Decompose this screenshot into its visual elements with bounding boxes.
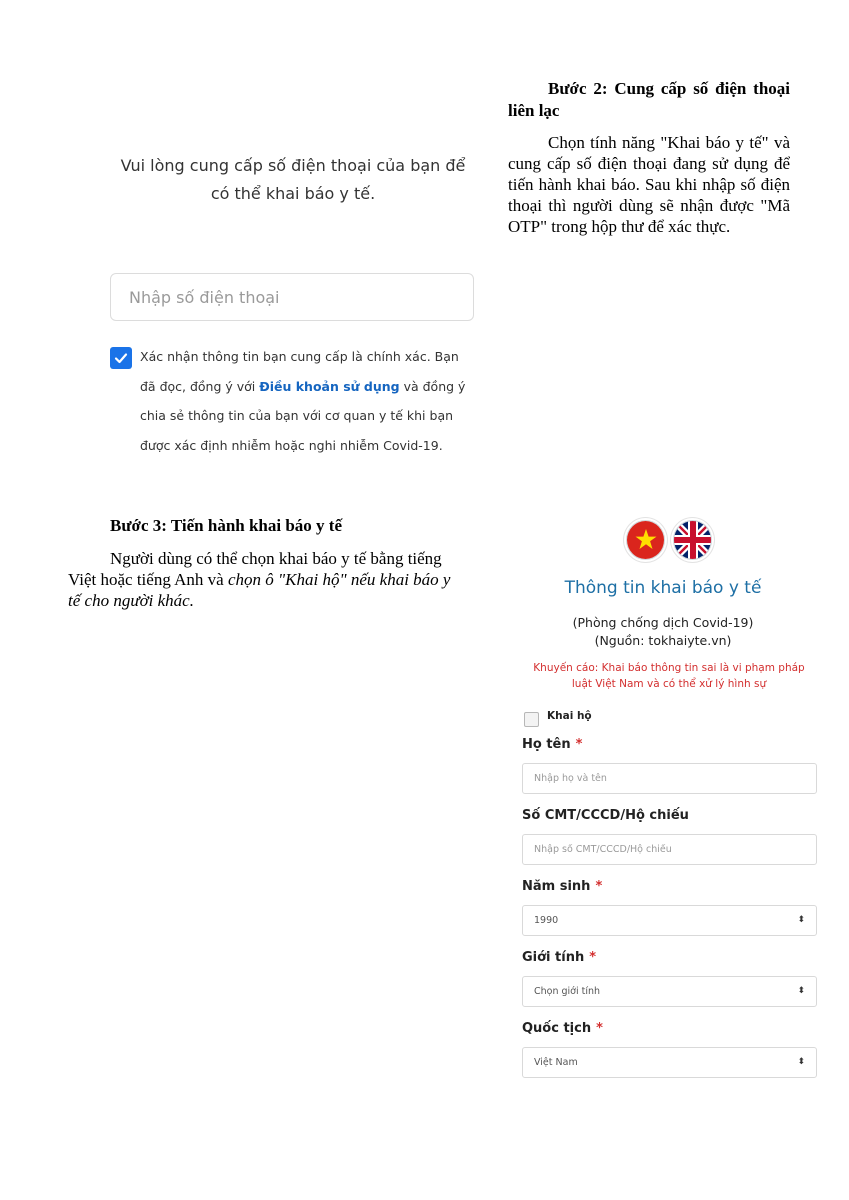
confirm-checkbox[interactable]: [110, 347, 132, 369]
confirm-text-before: Xác nhận thông tin bạn cung cấp là chính xác. Bạn đã đọc, đồng ý với: [140, 349, 459, 394]
nationality-label: [522, 1021, 603, 1036]
birth-year-label-text: Năm sinh: [522, 879, 591, 894]
proxy-label: Khai hộ: [547, 710, 592, 722]
select-arrows-icon: ⬍: [797, 986, 805, 996]
language-flags: [626, 520, 712, 564]
birth-year-select[interactable]: [522, 905, 817, 936]
phone-prompt: Vui lòng cung cấp số điện thoại của bạn để có thể khai báo y tế.: [120, 156, 466, 203]
proxy-checkbox[interactable]: [524, 712, 539, 727]
birth-year-value: 1990: [534, 915, 559, 926]
name-label: [522, 737, 582, 752]
name-label-text: Họ tên: [522, 737, 571, 752]
phone-input[interactable]: [110, 273, 474, 321]
nationality-label-text: Quốc tịch: [522, 1021, 592, 1036]
confirm-text: [140, 342, 470, 460]
form-subtitle: [508, 614, 818, 650]
gender-value: Chọn giới tính: [534, 986, 601, 997]
gender-select[interactable]: [522, 976, 817, 1007]
step3-body-italic: chọn ô "Khai hộ" nếu khai báo y tế cho người khác.: [68, 570, 451, 610]
form-subtitle-line1: (Phòng chống dịch Covid-19): [572, 615, 754, 630]
confirm-text-after: và đồng ý chia sẻ thông tin của bạn với cơ quan y tế khi bạn được xác định nhiễm hoặc nghi nhiễm Covid-19.: [140, 378, 466, 453]
required-mark: *: [575, 737, 583, 752]
required-mark: *: [589, 950, 597, 965]
step3-body-regular: Người dùng có thể chọn khai báo y tế bằng tiếng Việt hoặc tiếng Anh và: [68, 549, 442, 589]
select-arrows-icon: ⬍: [797, 915, 805, 925]
gender-label-text: Giới tính: [522, 950, 585, 965]
id-number-label: Số CMT/CCCD/Hộ chiếu: [522, 808, 689, 823]
step3-title: Bước 3: Tiến hành khai báo y tế: [110, 516, 343, 535]
name-input[interactable]: [522, 763, 817, 794]
step3-body: [68, 548, 463, 611]
required-mark: *: [595, 879, 603, 894]
step2-body: Chọn tính năng "Khai báo y tế" và cung cấp số điện thoại đang sử dụng để tiến hành khai báo. Sau khi nhập số điện thoại thì người dùng sẽ nhận được "Mã OTP" trong hộp thư để xác thực.: [508, 133, 790, 236]
nationality-value: Việt Nam: [534, 1057, 578, 1068]
gender-label: [522, 950, 596, 965]
step2-title: Bước 2: Cung cấp số điện thoại liên lạc: [508, 79, 790, 120]
uk-flag-icon[interactable]: [673, 520, 712, 560]
vietnam-flag-icon[interactable]: [626, 520, 665, 560]
form-subtitle-line2: (Nguồn: tokhaiyte.vn): [594, 633, 732, 648]
birth-year-label: [522, 879, 602, 894]
form-title: Thông tin khai báo y tế: [564, 578, 762, 598]
required-mark: *: [596, 1021, 603, 1036]
nationality-select[interactable]: [522, 1047, 817, 1078]
legal-warning: Khuyến cáo: Khai báo thông tin sai là vi phạm pháp luật Việt Nam và có thể xử lý hình sự: [533, 662, 805, 690]
select-arrows-icon: ⬍: [797, 1057, 805, 1067]
terms-link[interactable]: Điều khoản sử dụng: [259, 378, 400, 394]
checkmark-icon: [113, 350, 129, 366]
id-number-input[interactable]: [522, 834, 817, 865]
